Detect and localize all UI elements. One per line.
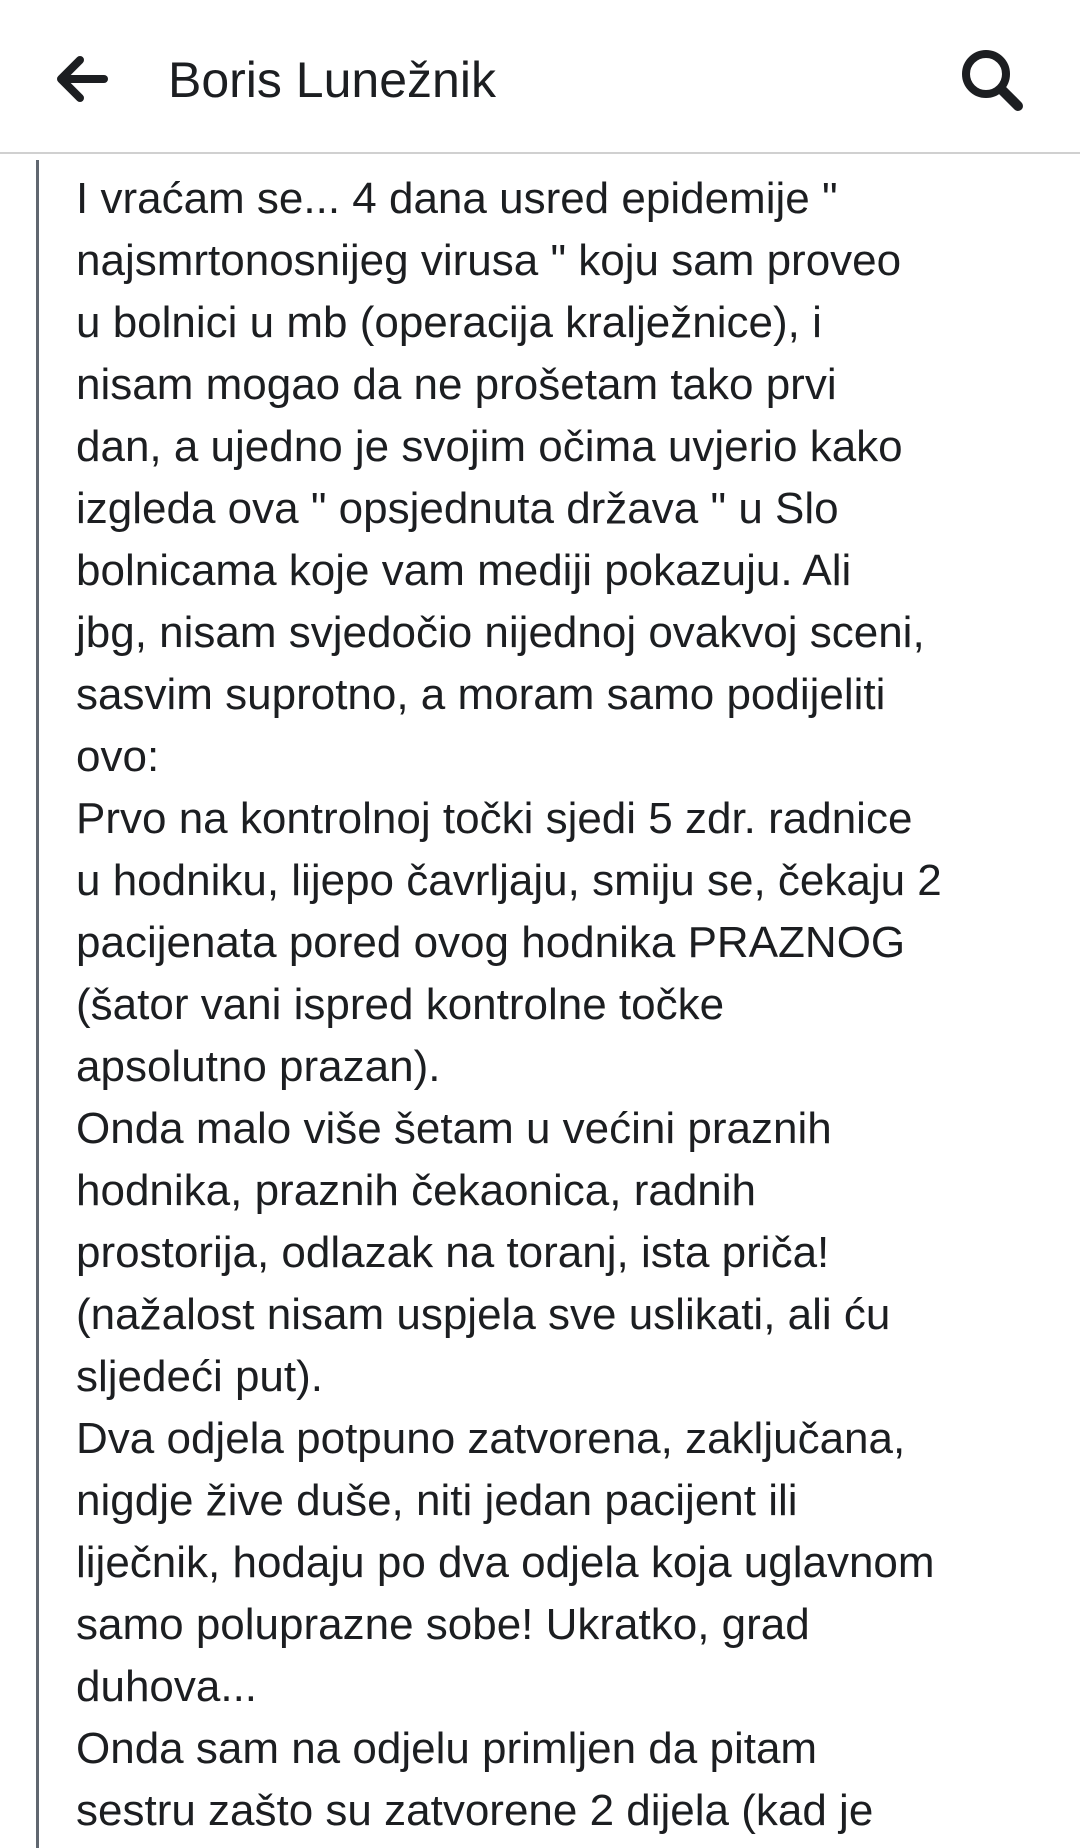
post-line: sljedeći put). — [76, 1352, 324, 1401]
post-line: izgleda ova " opsjednuta država " u Slo — [76, 484, 839, 533]
post-line: nigdje žive duše, niti jedan pacijent ili — [76, 1476, 798, 1525]
search-icon — [958, 46, 1028, 116]
post-line: dan, a ujedno je svojim očima uvjerio kako — [76, 422, 903, 471]
post-line: u hodniku, lijepo čavrljaju, smiju se, čekaju 2 — [76, 856, 942, 905]
post-line: sasvim suprotno, a moram samo podijeliti — [76, 670, 886, 719]
post-line: hodnika, praznih čekaonica, radnih — [76, 1166, 757, 1215]
post-line: (šator vani ispred kontrolne točke — [76, 980, 725, 1029]
post-line: najsmrtonosnijeg virusa " koju sam proveo — [76, 236, 902, 285]
back-button[interactable] — [52, 48, 114, 110]
post-line: apsolutno prazan). — [76, 1042, 441, 1091]
post-line: samo poluprazne sobe! Ukratko, grad — [76, 1600, 810, 1649]
page-title: Boris Lunežnik — [168, 52, 496, 108]
post-line: prostorija, odlazak na toranj, ista priča! — [76, 1228, 830, 1277]
post-line: Onda malo više šetam u većini praznih — [76, 1104, 832, 1153]
post-line: sestru zašto su zatvorene 2 dijela (kad je — [76, 1786, 874, 1835]
app-header — [0, 0, 1080, 154]
post-line: ovo: — [76, 732, 160, 781]
post-line: u bolnici u mb (operacija kralježnice), i — [76, 298, 822, 347]
arrow-left-icon — [52, 48, 114, 110]
post-line: nisam mogao da ne prošetam tako prvi — [76, 360, 837, 409]
quote-bar — [36, 160, 39, 1848]
post-line: (nažalost nisam uspjela sve uslikati, ali ću — [76, 1290, 891, 1339]
post-line: Dva odjela potpuno zatvorena, zaključana, — [76, 1414, 906, 1463]
post-text — [76, 168, 1036, 1842]
post-line: jbg, nisam svjedočio nijednoj ovakvoj sceni, — [76, 608, 925, 657]
post-line: Onda sam na odjelu primljen da pitam — [76, 1724, 818, 1773]
search-button[interactable] — [958, 46, 1028, 116]
post-line: I vraćam se... 4 dana usred epidemije " — [76, 174, 838, 223]
post-line: bolnicama koje vam mediji pokazuju. Ali — [76, 546, 852, 595]
post-line: pacijenata pored ovog hodnika PRAZNOG — [76, 918, 906, 967]
post-line: liječnik, hodaju po dva odjela koja uglavnom — [76, 1538, 935, 1587]
post-line: Prvo na kontrolnoj točki sjedi 5 zdr. radnice — [76, 794, 913, 843]
post-line: duhova... — [76, 1662, 258, 1711]
